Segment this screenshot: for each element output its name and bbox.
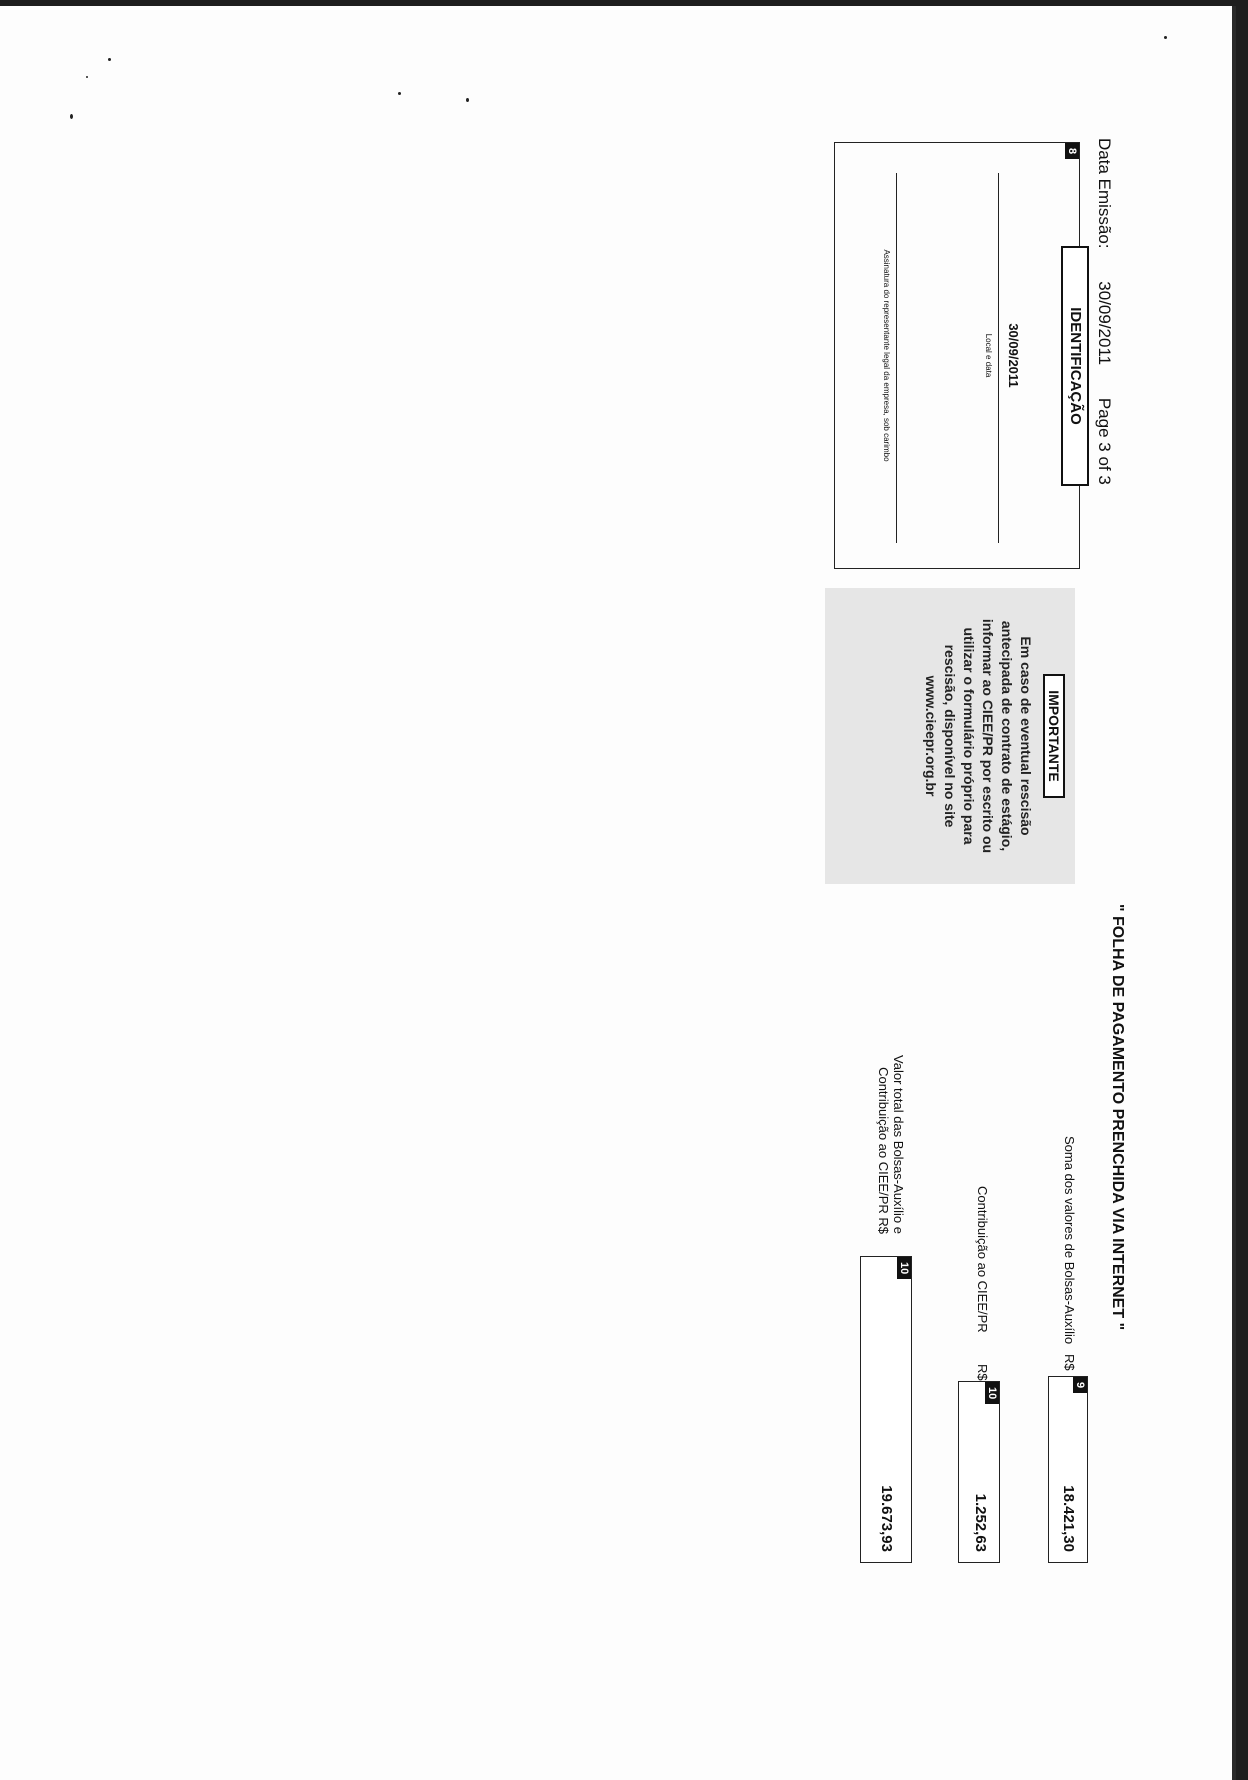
importante-box bbox=[825, 588, 1075, 884]
contribuicao-value: 1.252,63 bbox=[972, 1493, 989, 1552]
importante-title: IMPORTANTE bbox=[1043, 674, 1065, 798]
scanned-page bbox=[0, 6, 1236, 1780]
importante-text: Em caso de eventual rescisão antecipada de contrato de estágio, informar ao CIEE/PR por escrito ou utilizar o formulário próprio para rescisão, disponível no site www.cieepr.org.br bbox=[923, 618, 1034, 854]
local-data-label: Local e data bbox=[984, 333, 993, 378]
soma-value: 18.421,30 bbox=[1060, 1485, 1077, 1552]
folha-title: " FOLHA DE PAGAMENTO PRENCHIDA VIA INTERNET " bbox=[1109, 904, 1126, 1331]
soma-box bbox=[1048, 1376, 1088, 1563]
soma-currency: R$ bbox=[1062, 1354, 1077, 1371]
soma-label: Soma dos valores de Bolsas-Auxílio bbox=[1062, 1136, 1077, 1345]
contribuicao-box bbox=[958, 1381, 1000, 1563]
scan-speck bbox=[1164, 36, 1167, 39]
box-number-8: 8 bbox=[1065, 143, 1079, 159]
signature-line bbox=[896, 173, 897, 543]
page-indicator: Page 3 of 3 bbox=[1095, 397, 1114, 485]
contribuicao-currency: R$ bbox=[975, 1364, 990, 1381]
total-label bbox=[876, 1046, 906, 1234]
data-emissao-value: 30/09/2011 bbox=[1095, 281, 1114, 366]
total-box bbox=[860, 1256, 912, 1563]
date-line bbox=[998, 173, 999, 543]
total-value: 19.673,93 bbox=[878, 1485, 895, 1552]
total-label-line2: Contribuição ao CIEE/PR R$ bbox=[876, 1067, 891, 1234]
box-number-10-total: 10 bbox=[897, 1257, 911, 1279]
scan-speck bbox=[108, 58, 111, 61]
total-label-line1: Valor total das Bolsas-Auxílio e bbox=[891, 1055, 906, 1234]
box-number-9: 9 bbox=[1073, 1377, 1087, 1393]
identificacao-date: 30/09/2011 bbox=[1006, 323, 1021, 388]
signature-label: Assinatura do representante legal da empresa, sob carimbo bbox=[882, 249, 891, 462]
emission-header bbox=[1094, 138, 1114, 513]
identificacao-box bbox=[834, 142, 1084, 569]
box-number-10: 10 bbox=[985, 1382, 999, 1404]
contribuicao-label: Contribuição ao CIEE/PR bbox=[975, 1186, 990, 1333]
rotated-form bbox=[60, 66, 1130, 1766]
identificacao-title: IDENTIFICAÇÃO bbox=[1061, 246, 1089, 486]
data-emissao-label: Data Emissão: bbox=[1095, 138, 1114, 249]
